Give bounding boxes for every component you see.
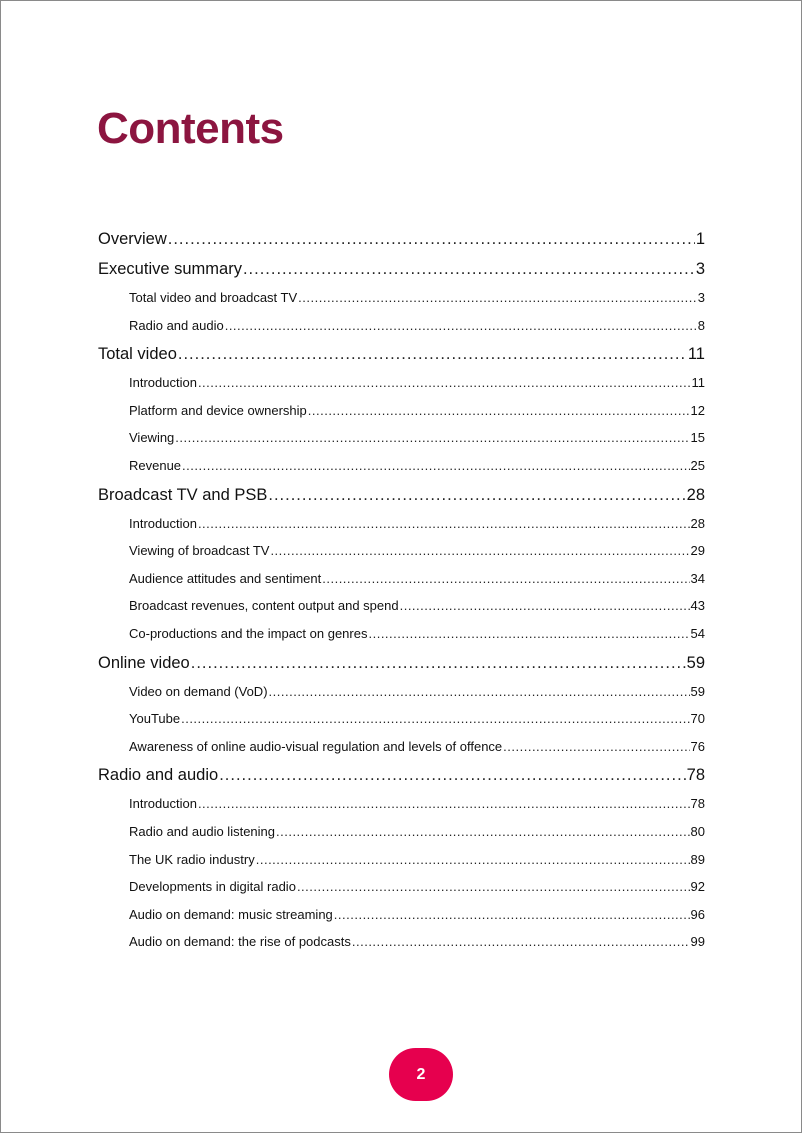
toc-entry-page: 54 — [690, 625, 705, 641]
toc-subentry-radio-and-audio-listening[interactable] — [98, 818, 705, 846]
dot-leader — [225, 312, 697, 340]
toc-subentry-digital-radio[interactable] — [98, 873, 705, 901]
toc-entry-page: 78 — [686, 766, 705, 785]
page-title: Contents — [97, 104, 284, 153]
toc-entry-label: Broadcast TV and PSB — [98, 485, 268, 504]
toc-entry-page: 25 — [690, 457, 705, 473]
dot-leader — [178, 339, 687, 369]
toc-entry-label: The UK radio industry — [129, 851, 255, 867]
toc-subentry-viewing-of-broadcast-tv[interactable] — [98, 537, 705, 565]
toc-entry-executive-summary[interactable] — [98, 254, 705, 284]
toc-entry-label: Radio and audio — [129, 317, 224, 333]
toc-entry-label: Revenue — [129, 457, 182, 473]
toc-entry-page: 8 — [697, 317, 705, 333]
dot-leader — [198, 369, 691, 397]
dot-leader — [298, 284, 697, 312]
dot-leader — [503, 733, 689, 761]
toc-entry-label: Introduction — [129, 515, 197, 531]
toc-subentry-podcasts[interactable] — [98, 928, 705, 956]
toc-entry-label: Viewing of broadcast TV — [129, 543, 270, 559]
dot-leader — [198, 510, 690, 538]
dot-leader — [322, 565, 689, 593]
dot-leader — [308, 397, 690, 425]
toc-entry-label: Audience attitudes and sentiment — [129, 570, 322, 586]
toc-subentry-introduction[interactable] — [98, 369, 705, 397]
toc-subentry-introduction[interactable] — [98, 790, 705, 818]
toc-entry-page: 70 — [690, 711, 705, 727]
toc-entry-page: 92 — [690, 879, 705, 895]
toc-entry-page: 96 — [690, 906, 705, 922]
dot-leader — [256, 846, 690, 874]
toc-entry-label: Online video — [98, 653, 190, 672]
page-number-badge: 2 — [389, 1048, 453, 1101]
toc-subentry-introduction[interactable] — [98, 510, 705, 538]
toc-entry-page: 28 — [690, 515, 705, 531]
toc-entry-label: Radio and audio listening — [129, 823, 275, 839]
toc-entry-label: Introduction — [129, 375, 197, 391]
toc-entry-page: 99 — [690, 934, 705, 950]
toc-entry-label: Platform and device ownership — [129, 402, 307, 418]
toc-entry-page: 76 — [690, 738, 705, 754]
toc-entry-label: Viewing — [129, 430, 175, 446]
dot-leader — [181, 705, 689, 733]
toc-entry-page: 11 — [691, 375, 705, 391]
toc-subentry-revenue[interactable] — [98, 452, 705, 480]
toc-entry-page: 78 — [690, 796, 705, 812]
dot-leader — [276, 818, 690, 846]
toc-entry-page: 43 — [690, 598, 705, 614]
dot-leader — [175, 424, 689, 452]
toc-entry-page: 28 — [686, 485, 705, 504]
toc-entry-page: 59 — [690, 683, 705, 699]
dot-leader — [243, 254, 695, 284]
toc-entry-broadcast-tv-and-psb[interactable] — [98, 480, 705, 510]
toc-entry-page: 12 — [690, 402, 705, 418]
toc-subentry-video-on-demand[interactable] — [98, 678, 705, 706]
dot-leader — [198, 790, 690, 818]
toc-entry-radio-and-audio[interactable] — [98, 760, 705, 790]
toc-subentry-music-streaming[interactable] — [98, 901, 705, 929]
toc-entry-page: 3 — [695, 260, 705, 278]
dot-leader — [191, 648, 686, 678]
dot-leader — [352, 928, 690, 956]
toc-entry-overview[interactable] — [98, 224, 705, 254]
dot-leader — [269, 678, 690, 706]
toc-entry-page: 15 — [690, 430, 705, 446]
dot-leader — [168, 224, 695, 254]
toc-entry-page: 29 — [690, 543, 705, 559]
dot-leader — [297, 873, 690, 901]
toc-entry-label: Video on demand (VoD) — [129, 683, 268, 699]
toc-subentry-co-productions[interactable] — [98, 620, 705, 648]
dot-leader — [270, 537, 689, 565]
toc-entry-page: 1 — [695, 230, 705, 248]
toc-entry-page: 89 — [690, 851, 705, 867]
toc-subentry-youtube[interactable] — [98, 705, 705, 733]
toc-subentry-uk-radio-industry[interactable] — [98, 846, 705, 874]
toc-entry-page: 59 — [686, 653, 705, 672]
toc-entry-label: Audio on demand: music streaming — [129, 906, 333, 922]
toc-entry-label: YouTube — [129, 711, 181, 727]
toc-entry-label: Introduction — [129, 796, 197, 812]
toc-entry-label: Radio and audio — [98, 766, 219, 785]
toc-entry-page: 11 — [687, 345, 705, 364]
toc-entry-label: Total video — [98, 345, 177, 364]
dot-leader — [368, 620, 689, 648]
toc-subentry-total-video-and-broadcast-tv[interactable] — [98, 284, 705, 312]
toc-subentry-viewing[interactable] — [98, 424, 705, 452]
toc-entry-label: Overview — [98, 230, 167, 248]
toc-entry-label: Co-productions and the impact on genres — [129, 625, 368, 641]
dot-leader — [268, 480, 685, 510]
dot-leader — [219, 760, 685, 790]
toc-entry-label: Total video and broadcast TV — [129, 290, 298, 305]
toc-entry-label: Awareness of online audio-visual regulation and levels of offence — [129, 738, 503, 754]
toc-entry-label: Executive summary — [98, 260, 242, 278]
toc-subentry-audience-attitudes-and-sentiment[interactable] — [98, 565, 705, 593]
toc-subentry-awareness-of-regulation[interactable] — [98, 733, 705, 761]
toc-entry-label: Broadcast revenues, content output and spend — [129, 598, 399, 614]
dot-leader — [334, 901, 690, 929]
table-of-contents — [98, 224, 705, 956]
toc-subentry-radio-and-audio[interactable] — [98, 312, 705, 340]
toc-entry-label: Audio on demand: the rise of podcasts — [129, 934, 351, 950]
toc-entry-label: Developments in digital radio — [129, 879, 296, 895]
dot-leader — [182, 452, 689, 480]
dot-leader — [400, 592, 690, 620]
toc-subentry-platform-and-device-ownership[interactable] — [98, 397, 705, 425]
toc-entry-page: 80 — [690, 823, 705, 839]
toc-entry-page: 34 — [690, 570, 705, 586]
toc-subentry-broadcast-revenues[interactable] — [98, 592, 705, 620]
toc-entry-page: 3 — [697, 290, 705, 305]
toc-entry-total-video[interactable] — [98, 339, 705, 369]
toc-entry-online-video[interactable] — [98, 648, 705, 678]
